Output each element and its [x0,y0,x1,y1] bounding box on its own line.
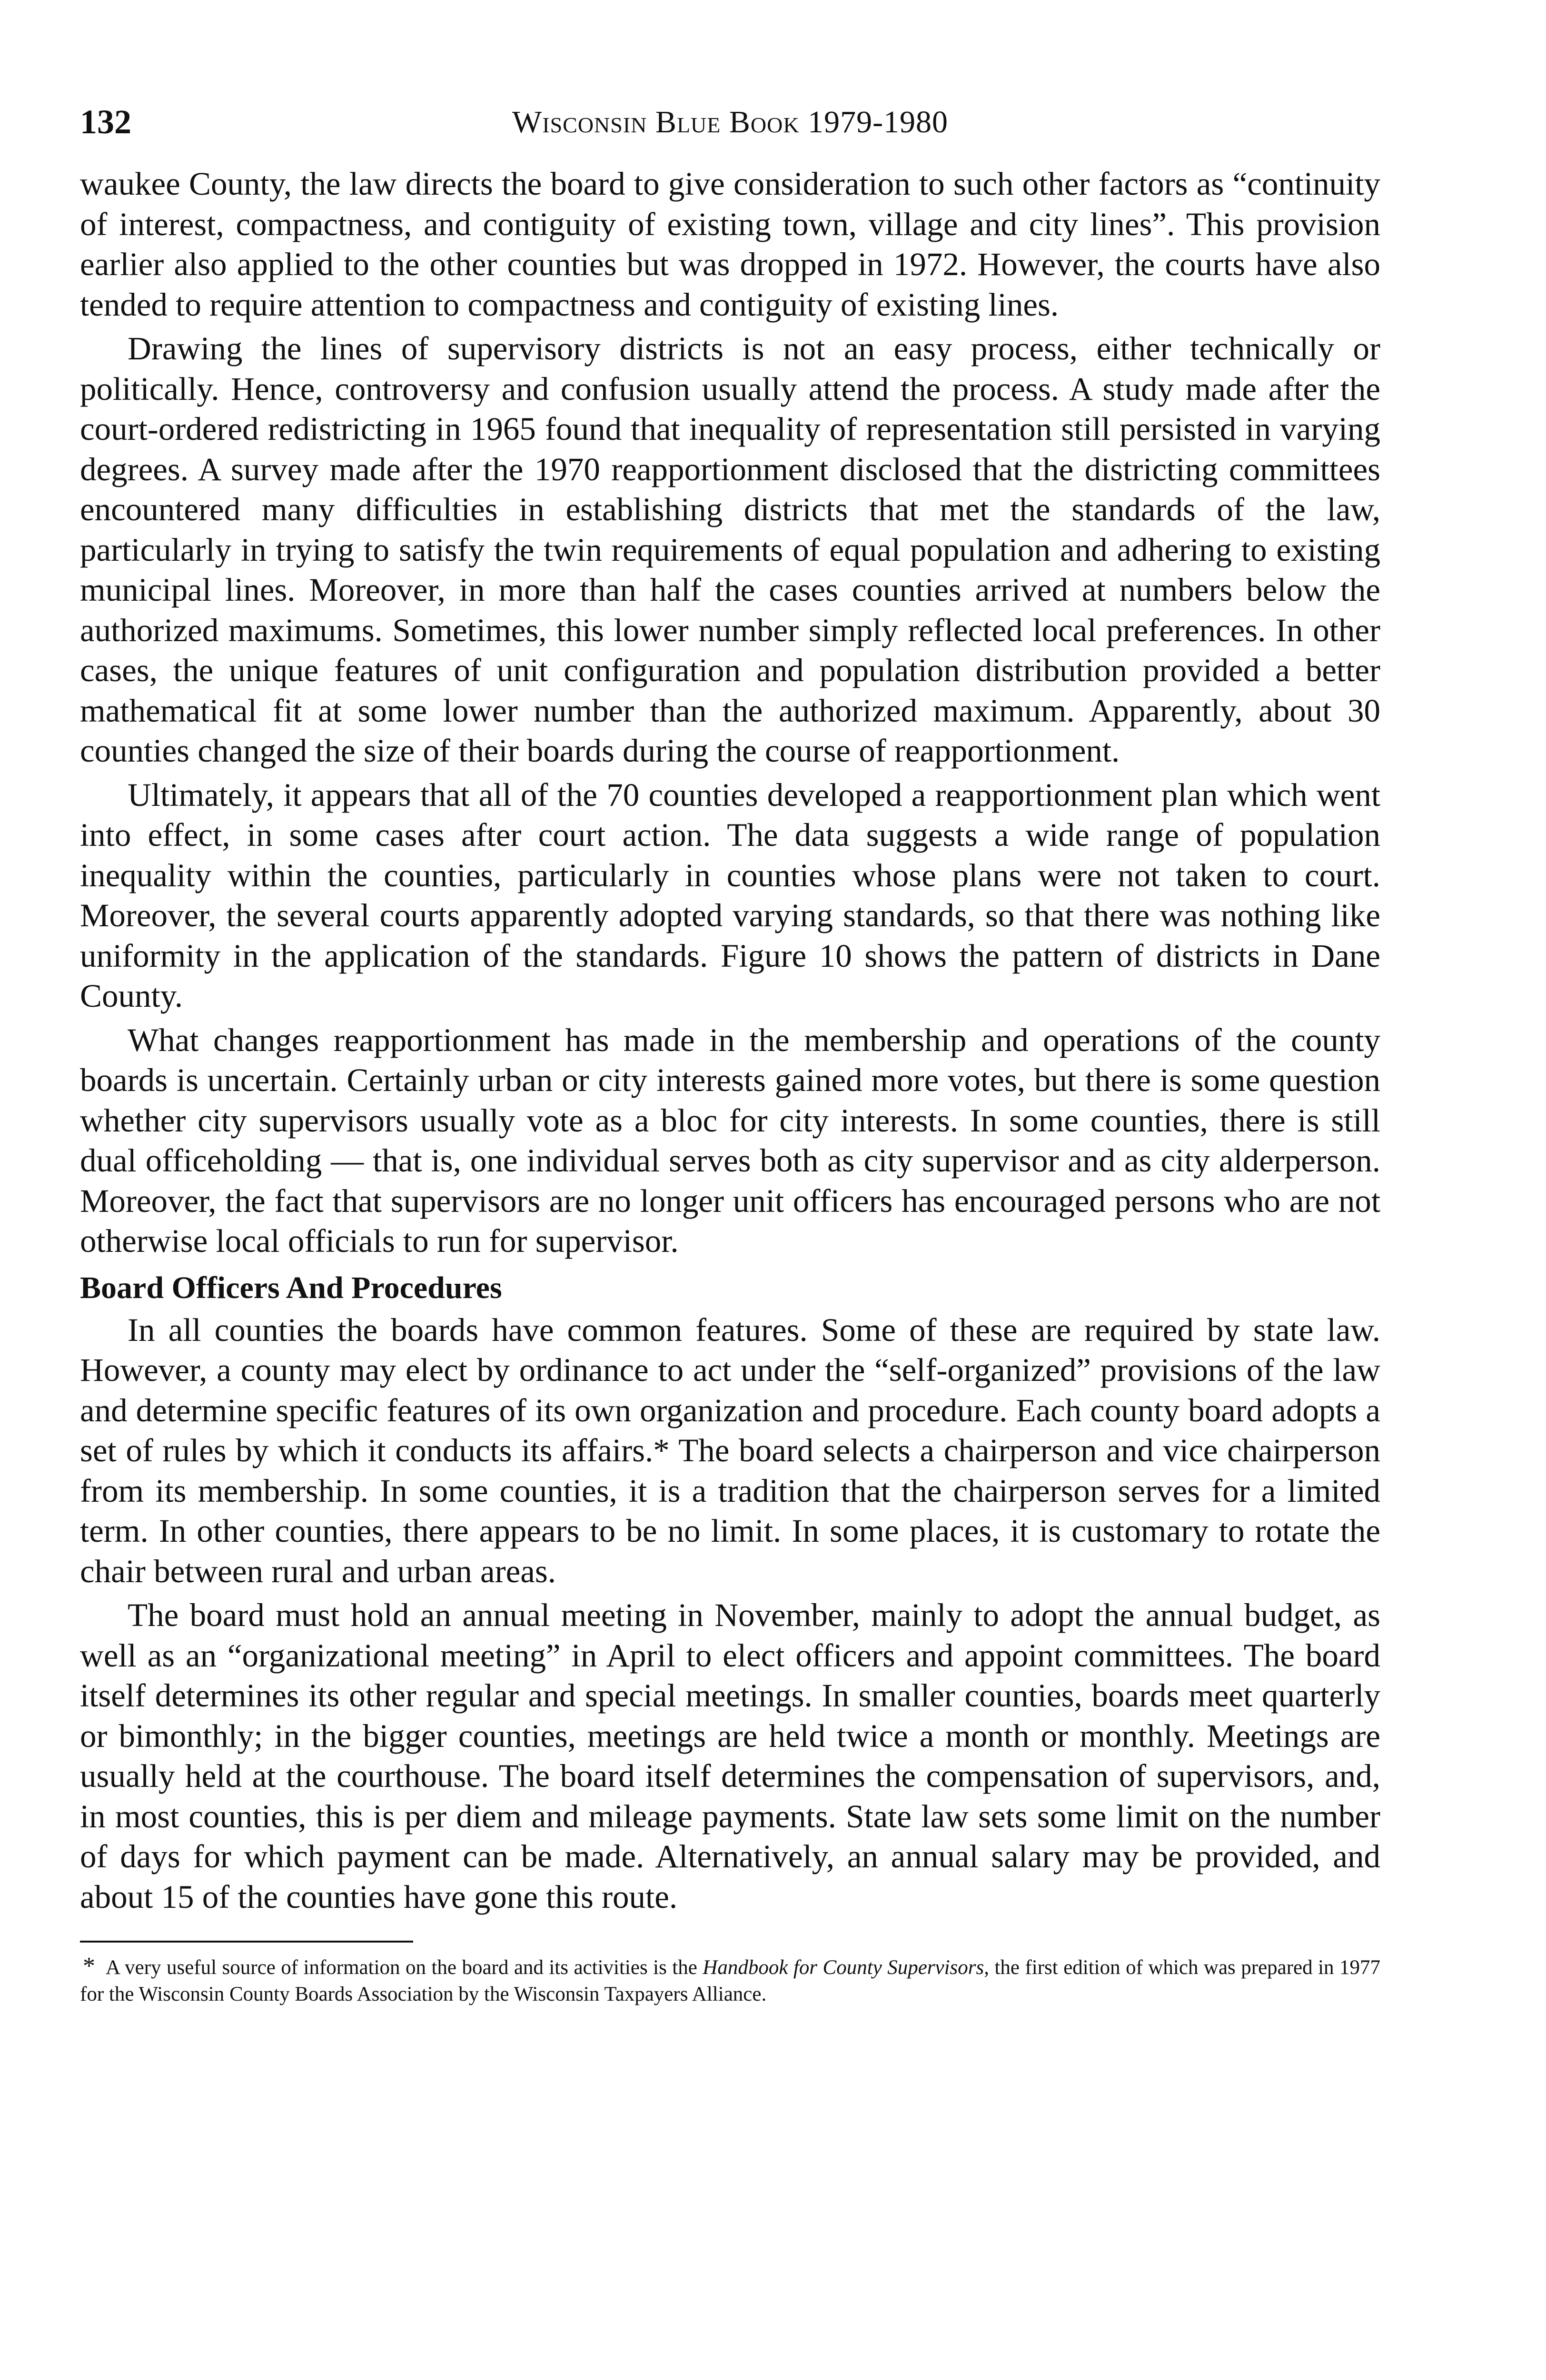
title-rest-lue: lue [676,105,721,139]
title-initial-b2: B [729,105,751,139]
footnote-marker: * [83,1953,95,1980]
paragraph-reapportionment-plans: Ultimately, it appears that all of the 70 counties developed a reapportionment plan which went into effect, in some cases after court action. The data suggests a wide range of population inequality within the counties, particularly in counties whose plans were not taken to court. Moreover, the several courts apparently adopted varying standards, so that there was nothing like uniformity in the application of the standards. Figure 10 shows the pattern of districts in Dane County. [80,776,1380,1014]
paragraph-continued: waukee County, the law directs the board to give consideration to such other factors as “continuity of interest, compactness, and contiguity of existing town, village and city lines”. This provision earlier also applied to the other counties but was dropped in 1972. However, the courts have also tended to require attention to compactness and contiguity of existing lines. [80,166,1380,323]
footnote-text-before: A very useful source of information on the board and its activities is the [106,1956,703,1979]
running-title [80,103,1380,141]
footnote [80,1953,1380,2008]
body-text [80,164,1380,1917]
footnote-text-after: , the first edition of which was prepared in 1977 for the Wisconsin County Boards Association by the Wisconsin Taxpayers Alliance. [80,1956,1381,2005]
running-header [80,105,1380,157]
paragraph-common-features: In all counties the boards have common features. Some of these are required by state law. However, a county may elect by ordinance to act under the “self-organized” provisions of the law and determine specific features of its own organization and procedure. Each county board adopts a set of rules by which it conducts its affairs.* The board selects a chairperson and vice chairperson from its membership. In some counties, it is a tradition that the chairperson serves for a limited term. In other counties, there appears to be no limit. In some places, it is customary to rotate the chair between rural and urban areas. [80,1311,1380,1589]
title-initial-w: W [512,105,543,139]
title-rest-ook: ook [750,105,800,139]
footnote-book-title: Handbook for County Supervisors [703,1956,984,1979]
title-initial-b: B [655,105,677,139]
paragraph-changes: What changes reapportionment has made in the membership and operations of the county boards is uncertain. Certainly urban or city interests gained more votes, but there is some question whether city supervisors usually vote as a bloc for city interests. In some counties, there is still dual officeholding — that is, one individual serves both as city supervisor and as city alderperson. Moreover, the fact that supervisors are no longer unit officers has encouraged persons who are not otherwise local officials to run for supervisor. [80,1021,1380,1259]
title-rest-isconsin: isconsin [542,105,647,139]
title-years: 1979-1980 [808,105,949,139]
page [80,105,1380,2008]
footnote-rule [80,1941,413,1943]
page-number: 132 [80,103,131,141]
section-heading: Board Officers And Procedures [80,1270,502,1305]
paragraph-districting: Drawing the lines of supervisory districts is not an easy process, either technically or politically. Hence, controversy and confusion usually attend the process. A study made after the court-ordered redistricting in 1965 found that inequality of representation still persisted in varying degrees. A survey made after the 1970 reapportionment disclosed that the districting committees encountered many difficulties in establishing districts that met the standards of the law, particularly in trying to satisfy the twin requirements of equal population and adhering to existing municipal lines. Moreover, in more than half the cases counties arrived at numbers below the authorized maximums. Sometimes, this lower number simply reflected local preferences. In other cases, the unique features of unit configuration and population distribution provided a better mathematical fit at some lower number than the authorized maximum. Apparently, about 30 counties changed the size of their boards during the course of reapportionment. [80,330,1380,769]
paragraph-meetings: The board must hold an annual meeting in November, mainly to adopt the annual budget, as well as an “organizational meeting” in April to elect officers and appoint committees. The board itself determines its other regular and special meetings. In smaller counties, boards meet quarterly or bimonthly; in the bigger counties, meetings are held twice a month or monthly. Meetings are usually held at the courthouse. The board itself determines the compensation of supervisors, and, in most counties, this is per diem and mileage payments. State law sets some limit on the number of days for which payment can be made. Alternatively, an annual salary may be provided, and about 15 of the counties have gone this route. [80,1597,1380,1915]
